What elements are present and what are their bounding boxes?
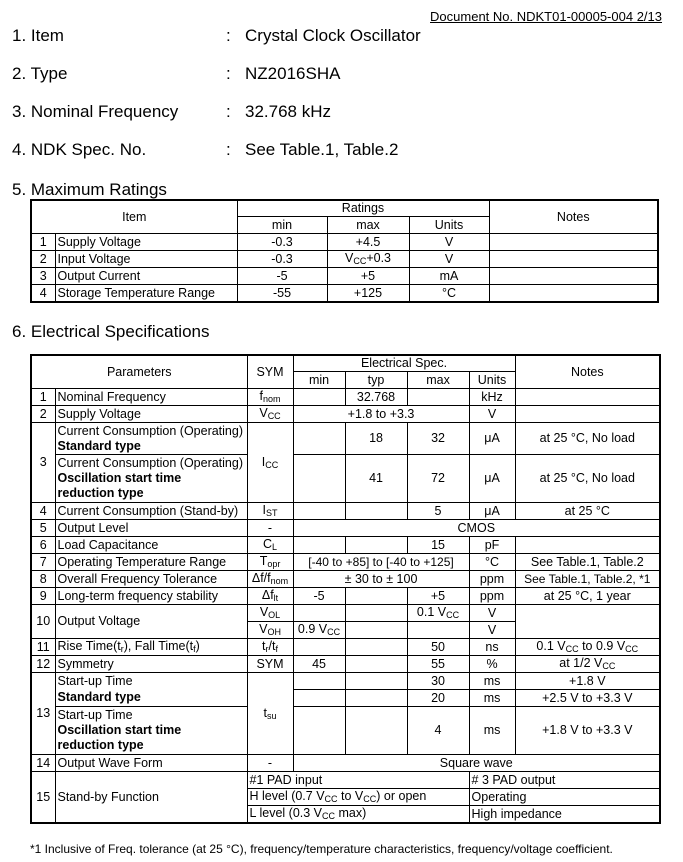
row-notes xyxy=(489,268,658,285)
item-value: Crystal Clock Oscillator xyxy=(245,26,421,45)
sym-text: T xyxy=(259,554,268,568)
row-param xyxy=(55,423,247,455)
level-text: ) or open xyxy=(376,789,427,803)
row-min xyxy=(293,690,345,707)
row-param: Overall Frequency Tolerance xyxy=(55,571,247,588)
row-param xyxy=(55,455,247,503)
row-sym xyxy=(247,503,293,520)
row-units: °C xyxy=(469,554,515,571)
row-sym xyxy=(247,673,293,755)
row-units: pF xyxy=(469,537,515,554)
row-sym xyxy=(247,571,293,588)
sym-sub: L xyxy=(272,542,278,552)
spec-no-colon: : xyxy=(226,140,231,159)
row-sym: - xyxy=(247,520,293,537)
row-min: -5 xyxy=(237,268,327,285)
row-sym xyxy=(247,406,293,423)
level-sub: CC xyxy=(324,794,338,804)
row-no: 2 xyxy=(31,251,55,268)
table-row xyxy=(31,389,660,406)
type-colon: : xyxy=(226,64,231,83)
row-sym xyxy=(247,639,293,656)
row-param: Standard type xyxy=(55,690,247,707)
max-sub: CC xyxy=(446,610,460,620)
elec-spec-title: 6. Electrical Specifications xyxy=(12,322,210,341)
row-no: 5 xyxy=(31,520,55,537)
table-row xyxy=(31,588,660,605)
sym-text: /t xyxy=(268,639,276,653)
document-number: Document No. NDKT01-00005-004 2/13 xyxy=(430,9,662,24)
standby-output-header: # 3 PAD output xyxy=(469,772,660,789)
row-param: Operating Temperature Range xyxy=(55,554,247,571)
row-notes xyxy=(489,251,658,268)
row-max: 72 xyxy=(407,455,469,503)
param-text: Rise Time(t xyxy=(57,639,121,653)
row-units: V xyxy=(469,406,515,423)
standby-high-impedance: High impedance xyxy=(469,806,660,824)
table-row xyxy=(31,423,660,455)
row-notes: See Table.1, Table.2 xyxy=(515,554,660,571)
table-row xyxy=(31,285,658,303)
row-typ xyxy=(345,605,407,622)
row-notes: +1.8 V to +3.3 V xyxy=(515,707,660,755)
row-notes: +2.5 V to +3.3 V xyxy=(515,690,660,707)
table-row xyxy=(31,639,660,656)
row-param: Output Voltage xyxy=(55,605,247,639)
row-units: kHz xyxy=(469,389,515,406)
notes-text: 0.1 V xyxy=(536,639,566,653)
row-min: -5 xyxy=(293,588,345,605)
row-units: V xyxy=(469,622,515,639)
sym-sub: ST xyxy=(266,508,278,518)
row-min xyxy=(293,639,345,656)
sym-sub: CC xyxy=(267,411,281,421)
row-notes xyxy=(515,406,660,423)
min-sub: CC xyxy=(327,627,341,637)
sym-text: I xyxy=(262,503,266,517)
row-param: Nominal Frequency xyxy=(55,389,247,406)
row-sym xyxy=(247,622,293,639)
level-text: L level (0.3 V xyxy=(249,806,323,820)
row-max: 30 xyxy=(407,673,469,690)
sym-text: V xyxy=(259,605,269,619)
header-units: Units xyxy=(409,217,489,234)
row-range: +1.8 to +3.3 xyxy=(293,406,469,423)
row-notes: See Table.1, Table.2, *1 xyxy=(515,571,660,588)
row-sym xyxy=(247,537,293,554)
level-sub: CC xyxy=(322,811,336,821)
sym-text: Δf xyxy=(261,588,274,602)
row-no: 1 xyxy=(31,234,55,251)
type-value: NZ2016SHA xyxy=(245,64,341,83)
row-param: Current Consumption (Stand-by) xyxy=(55,503,247,520)
sym-sub: OH xyxy=(267,627,281,637)
table-row xyxy=(31,755,660,772)
row-range: ± 30 to ± 100 xyxy=(293,571,469,588)
row-typ xyxy=(345,690,407,707)
row-min xyxy=(293,622,345,639)
row-max: 50 xyxy=(407,639,469,656)
table-row xyxy=(31,268,658,285)
row-units: % xyxy=(469,656,515,673)
header-notes: Notes xyxy=(489,200,658,234)
max-ratings-title: 5. Maximum Ratings xyxy=(12,180,167,199)
row-item: Output Current xyxy=(55,268,237,285)
row-typ xyxy=(345,656,407,673)
row-min xyxy=(293,707,345,755)
table-row xyxy=(31,406,660,423)
row-notes xyxy=(515,656,660,673)
header-max: max xyxy=(327,217,409,234)
row-units: μA xyxy=(469,423,515,455)
row-max: 15 xyxy=(407,537,469,554)
header-max: max xyxy=(407,372,469,389)
row-max: 5 xyxy=(407,503,469,520)
sym-sub: nom xyxy=(263,394,281,404)
row-notes xyxy=(489,234,658,251)
row-max xyxy=(407,389,469,406)
row-no: 1 xyxy=(31,389,55,406)
row-min xyxy=(293,503,345,520)
param-line-bold: reduction type xyxy=(57,738,144,752)
row-no: 11 xyxy=(31,639,55,656)
row-sym xyxy=(247,605,293,622)
sym-sub: opr xyxy=(267,559,281,569)
standby-input-header: #1 PAD input xyxy=(247,772,469,789)
row-min xyxy=(293,673,345,690)
sym-text: I xyxy=(261,454,266,469)
row-sym: SYM xyxy=(247,656,293,673)
row-max: 55 xyxy=(407,656,469,673)
table-row xyxy=(31,455,660,503)
spec-no-label: 4. NDK Spec. No. xyxy=(12,140,147,159)
row-value: CMOS xyxy=(293,520,660,537)
min-text: 0.9 V xyxy=(297,622,328,636)
header-elec-spec: Electrical Spec. xyxy=(293,355,515,372)
param-line: Start-up Time xyxy=(57,708,133,722)
table-row xyxy=(31,520,660,537)
header-min: min xyxy=(293,372,345,389)
row-typ xyxy=(345,537,407,554)
row-notes xyxy=(515,639,660,656)
row-no: 2 xyxy=(31,406,55,423)
param-line-bold: Standard type xyxy=(57,438,141,453)
table-row xyxy=(31,554,660,571)
table-row xyxy=(31,503,660,520)
table-row xyxy=(31,656,660,673)
row-sym xyxy=(247,588,293,605)
row-max: +5 xyxy=(327,268,409,285)
row-units: mA xyxy=(409,268,489,285)
table-row xyxy=(31,673,660,690)
row-notes xyxy=(515,537,660,554)
row-param xyxy=(55,707,247,755)
notes-sub: CC xyxy=(565,644,579,654)
item-colon: : xyxy=(226,26,231,45)
row-units: ppm xyxy=(469,588,515,605)
row-typ xyxy=(345,673,407,690)
row-param: Load Capacitance xyxy=(55,537,247,554)
header-min: min xyxy=(237,217,327,234)
row-notes: at 25 °C, 1 year xyxy=(515,588,660,605)
row-min xyxy=(293,537,345,554)
param-line-bold: Oscillation start time xyxy=(57,471,182,485)
row-min: -0.3 xyxy=(237,251,327,268)
nominal-frequency-label: 3. Nominal Frequency xyxy=(12,102,179,121)
sym-sub: r xyxy=(265,644,269,654)
row-param: Start-up Time xyxy=(55,673,247,690)
row-notes xyxy=(515,389,660,406)
sym-sub: lt xyxy=(273,593,279,603)
level-text: H level (0.7 V xyxy=(249,789,325,803)
row-notes: +1.8 V xyxy=(515,673,660,690)
notes-sub: CC xyxy=(625,644,639,654)
row-param: Symmetry xyxy=(55,656,247,673)
sym-text: V xyxy=(259,622,268,636)
row-min xyxy=(293,423,345,455)
row-units: ns xyxy=(469,639,515,656)
row-sym: - xyxy=(247,755,293,772)
standby-low-level xyxy=(247,806,469,824)
header-parameters: Parameters xyxy=(31,355,247,389)
row-no: 4 xyxy=(31,503,55,520)
row-param: Long-term frequency stability xyxy=(55,588,247,605)
sym-sub: nom xyxy=(270,576,289,586)
row-param: Supply Voltage xyxy=(55,406,247,423)
row-min xyxy=(293,605,345,622)
notes-text: to 0.9 V xyxy=(578,639,626,653)
row-sym xyxy=(247,554,293,571)
row-no: 6 xyxy=(31,537,55,554)
row-no: 13 xyxy=(31,673,55,755)
table-row xyxy=(31,690,660,707)
row-param: Stand-by Function xyxy=(55,772,247,824)
row-units: ms xyxy=(469,690,515,707)
row-no: 14 xyxy=(31,755,55,772)
header-sym: SYM xyxy=(247,355,293,389)
row-typ xyxy=(345,588,407,605)
row-max xyxy=(327,251,409,268)
sym-sub: OL xyxy=(268,610,281,620)
level-sub: CC xyxy=(363,794,377,804)
row-min: -0.3 xyxy=(237,234,327,251)
param-text: ) xyxy=(195,639,200,653)
row-units: °C xyxy=(409,285,489,303)
elec-spec-table xyxy=(30,354,661,824)
row-item: Supply Voltage xyxy=(55,234,237,251)
row-units: μA xyxy=(469,455,515,503)
row-max: +125 xyxy=(327,285,409,303)
row-max: +5 xyxy=(407,588,469,605)
row-no: 15 xyxy=(31,772,55,824)
param-line-bold: reduction type xyxy=(57,486,144,500)
standby-operating: Operating xyxy=(469,789,660,806)
row-no: 12 xyxy=(31,656,55,673)
row-typ: 18 xyxy=(345,423,407,455)
level-text: to V xyxy=(337,789,364,803)
table-row xyxy=(31,605,660,622)
row-param: Output Wave Form xyxy=(55,755,247,772)
param-line-bold: Oscillation start time xyxy=(57,723,182,737)
header-notes: Notes xyxy=(515,355,660,389)
row-typ: 32.768 xyxy=(345,389,407,406)
table-row xyxy=(31,234,658,251)
row-no: 3 xyxy=(31,423,55,503)
notes-sub: CC xyxy=(602,661,616,671)
max-ratings-table xyxy=(30,199,659,303)
nominal-frequency-value: 32.768 kHz xyxy=(245,102,331,121)
param-sub: f xyxy=(193,644,196,654)
row-typ: 41 xyxy=(345,455,407,503)
row-min xyxy=(293,389,345,406)
item-label: 1. Item xyxy=(12,26,64,45)
row-param: Output Level xyxy=(55,520,247,537)
table-row xyxy=(31,251,658,268)
row-min xyxy=(293,455,345,503)
standby-high-level xyxy=(247,789,469,806)
table-row xyxy=(31,571,660,588)
sym-sub: f xyxy=(275,644,278,654)
header-item: Item xyxy=(31,200,237,234)
sym-text: V xyxy=(259,406,268,420)
row-max: 4 xyxy=(407,707,469,755)
row-notes xyxy=(515,605,660,639)
param-line: Current Consumption (Operating) xyxy=(57,456,243,470)
row-value: Square wave xyxy=(293,755,660,772)
row-max xyxy=(407,605,469,622)
row-notes xyxy=(489,285,658,303)
row-max: 32 xyxy=(407,423,469,455)
row-no: 8 xyxy=(31,571,55,588)
level-text: max) xyxy=(335,806,367,820)
header-typ: typ xyxy=(345,372,407,389)
sym-text: C xyxy=(262,537,273,551)
row-max: +4.5 xyxy=(327,234,409,251)
header-ratings: Ratings xyxy=(237,200,489,217)
param-text: ), Fall Time(t xyxy=(123,639,194,653)
row-no: 9 xyxy=(31,588,55,605)
sym-text: Δf/f xyxy=(251,571,271,585)
row-typ xyxy=(345,503,407,520)
sym-sub: su xyxy=(267,710,277,721)
row-no: 10 xyxy=(31,605,55,639)
row-min: -55 xyxy=(237,285,327,303)
row-notes: at 25 °C, No load xyxy=(515,423,660,455)
row-units: ppm xyxy=(469,571,515,588)
row-no: 7 xyxy=(31,554,55,571)
param-line: Current Consumption (Operating) xyxy=(57,423,243,438)
row-item: Input Voltage xyxy=(55,251,237,268)
sym-text: t xyxy=(263,705,267,720)
row-units: V xyxy=(409,234,489,251)
row-typ xyxy=(345,707,407,755)
vcc-max-value: VCC+0.3 xyxy=(344,251,392,266)
table-row xyxy=(31,537,660,554)
spec-no-value: See Table.1, Table.2 xyxy=(245,140,399,159)
row-item: Storage Temperature Range xyxy=(55,285,237,303)
nominal-frequency-colon: : xyxy=(226,102,231,121)
row-max xyxy=(407,622,469,639)
row-units: μA xyxy=(469,503,515,520)
table-row xyxy=(31,772,660,789)
row-min: 45 xyxy=(293,656,345,673)
row-no: 4 xyxy=(31,285,55,303)
row-no: 3 xyxy=(31,268,55,285)
row-notes: at 25 °C xyxy=(515,503,660,520)
row-range: [-40 to +85] to [-40 to +125] xyxy=(293,554,469,571)
sym-text: f xyxy=(259,389,263,403)
row-sym xyxy=(247,389,293,406)
row-units: ms xyxy=(469,673,515,690)
header-units: Units xyxy=(469,372,515,389)
row-param xyxy=(55,639,247,656)
row-max: 20 xyxy=(407,690,469,707)
footnote: *1 Inclusive of Freq. tolerance (at 25 °C), frequency/temperature characteristics, frequency/voltage coefficient. xyxy=(30,842,613,856)
notes-text: at 1/2 V xyxy=(559,656,603,670)
row-typ xyxy=(345,639,407,656)
row-sym xyxy=(247,423,293,503)
sym-sub: CC xyxy=(265,459,279,470)
sym-text: t xyxy=(262,639,266,653)
max-text: 0.1 V xyxy=(416,605,447,619)
row-units: V xyxy=(409,251,489,268)
row-typ xyxy=(345,622,407,639)
row-units: ms xyxy=(469,707,515,755)
table-row xyxy=(31,707,660,755)
row-notes: at 25 °C, No load xyxy=(515,455,660,503)
param-sub: r xyxy=(120,644,124,654)
row-units: V xyxy=(469,605,515,622)
type-label: 2. Type xyxy=(12,64,68,83)
